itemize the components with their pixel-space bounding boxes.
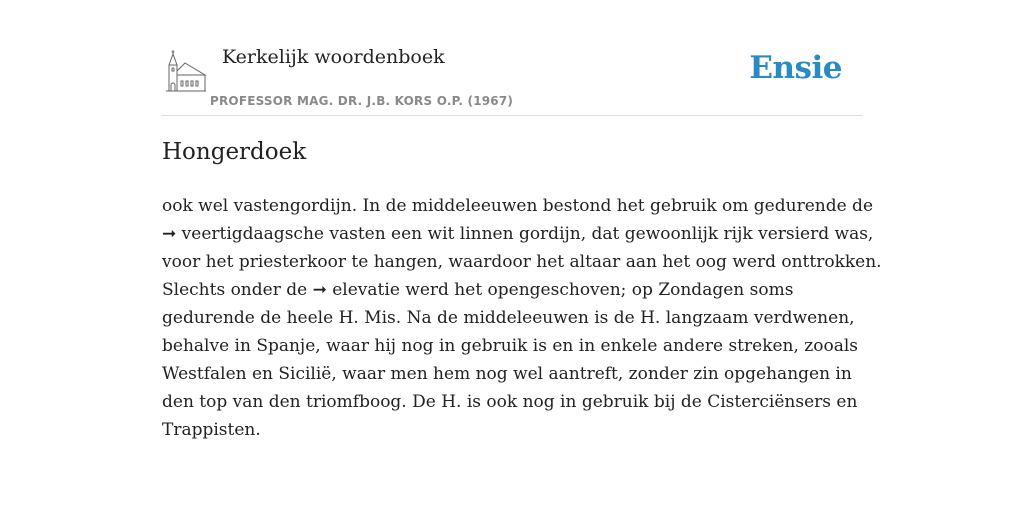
entry-line: gedurende de heele H. Mis. Na de middeleeuwen is de H. langzaam verdwenen, [162,308,855,328]
dictionary-author: PROFESSOR MAG. DR. J.B. KORS O.P. (1967) [210,94,514,108]
entry-line: voor het priesterkoor te hangen, waardoor het altaar aan het oog werd onttrokken. [162,252,882,272]
entry-line: behalve in Spanje, waar hij nog in gebruik is en in enkele andere streken, zooals [162,336,859,356]
entry-line: ook wel vastengordijn. In de middeleeuwen bestond het gebruik om gedurende de [162,196,874,216]
dictionary-title[interactable]: Kerkelijk woordenboek [222,46,445,68]
entry-line [162,220,874,248]
header [162,40,862,116]
entry-title: Hongerdoek [162,139,307,165]
entry-line-text: veertigdaagsche vasten een wit linnen gordijn, dat gewoonlijk rijk versierd was, [181,224,874,244]
arrow-right-icon: ➞ [162,224,177,244]
entry-line [162,276,862,304]
xref-arrow-link[interactable] [313,280,327,300]
entry-line-text: elevatie werd het opengeschoven; op Zondagen soms [332,280,794,300]
entry-line-prefix: Slechts onder de [162,280,308,300]
entry-line: Westfalen en Sicilië, waar men hem nog wel aantreft, zonder zin opgehangen in [162,364,852,384]
ensie-logo-link[interactable]: Ensie [749,50,842,86]
xref-arrow-link[interactable] [162,224,176,244]
church-icon [165,49,207,95]
entry-line: Trappisten. [162,420,261,440]
arrow-right-icon: ➞ [312,280,327,300]
entry-text [162,192,882,444]
entry-line: den top van den triomfboog. De H. is ook nog in gebruik bij de Cisterciënsers en [162,392,858,412]
